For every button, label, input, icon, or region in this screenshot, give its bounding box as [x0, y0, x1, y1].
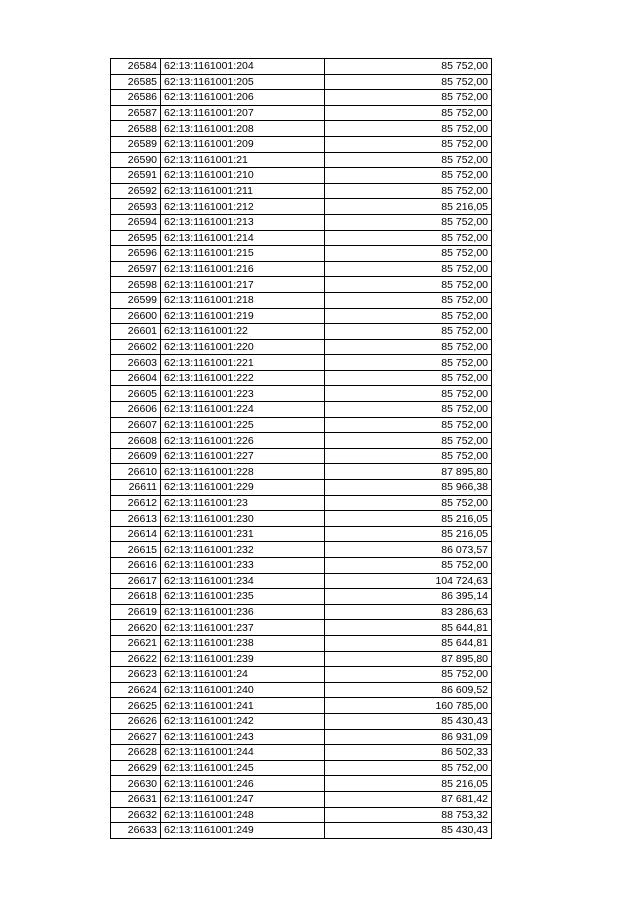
cadastral-number-cell: 62:13:1161001:233: [161, 558, 325, 574]
cadastral-value-cell: 85 752,00: [325, 230, 492, 246]
cadastral-number-cell: 62:13:1161001:225: [161, 417, 325, 433]
row-number-cell: 26604: [111, 370, 161, 386]
row-number-cell: 26587: [111, 105, 161, 121]
cadastral-value-cell: 85 216,05: [325, 511, 492, 527]
table-row: [111, 74, 492, 90]
row-number-cell: 26628: [111, 745, 161, 761]
table-row: [111, 713, 492, 729]
row-number-cell: 26596: [111, 246, 161, 262]
table-row: [111, 277, 492, 293]
table-row: [111, 433, 492, 449]
cadastral-number-cell: 62:13:1161001:231: [161, 526, 325, 542]
cadastral-number-cell: 62:13:1161001:211: [161, 183, 325, 199]
table-row: [111, 823, 492, 839]
cadastral-value-cell: 85 752,00: [325, 59, 492, 75]
table-row: [111, 308, 492, 324]
row-number-cell: 26594: [111, 214, 161, 230]
cadastral-number-cell: 62:13:1161001:226: [161, 433, 325, 449]
table-row: [111, 651, 492, 667]
cadastral-value-cell: 85 752,00: [325, 667, 492, 683]
table-row: [111, 152, 492, 168]
row-number-cell: 26585: [111, 74, 161, 90]
row-number-cell: 26622: [111, 651, 161, 667]
row-number-cell: 26610: [111, 464, 161, 480]
cadastral-number-cell: 62:13:1161001:245: [161, 760, 325, 776]
row-number-cell: 26602: [111, 339, 161, 355]
row-number-cell: 26616: [111, 558, 161, 574]
row-number-cell: 26623: [111, 667, 161, 683]
cadastral-number-cell: 62:13:1161001:217: [161, 277, 325, 293]
row-number-cell: 26620: [111, 620, 161, 636]
cadastral-value-cell: 85 216,05: [325, 199, 492, 215]
cadastral-number-cell: 62:13:1161001:247: [161, 791, 325, 807]
table-row: [111, 573, 492, 589]
table-row: [111, 183, 492, 199]
cadastral-number-cell: 62:13:1161001:249: [161, 823, 325, 839]
row-number-cell: 26614: [111, 526, 161, 542]
row-number-cell: 26595: [111, 230, 161, 246]
row-number-cell: 26586: [111, 90, 161, 106]
table-row: [111, 776, 492, 792]
table-row: [111, 324, 492, 340]
cadastral-number-cell: 62:13:1161001:23: [161, 495, 325, 511]
cadastral-number-cell: 62:13:1161001:234: [161, 573, 325, 589]
table-row: [111, 511, 492, 527]
cadastral-number-cell: 62:13:1161001:221: [161, 355, 325, 371]
cadastral-value-cell: 85 752,00: [325, 308, 492, 324]
table-row: [111, 448, 492, 464]
cadastral-value-cell: 85 752,00: [325, 495, 492, 511]
row-number-cell: 26618: [111, 589, 161, 605]
cadastral-value-cell: 85 752,00: [325, 136, 492, 152]
cadastral-value-cell: 85 966,38: [325, 480, 492, 496]
cadastral-value-cell: 85 752,00: [325, 90, 492, 106]
cadastral-value-cell: 85 752,00: [325, 277, 492, 293]
table-row: [111, 604, 492, 620]
cadastral-value-cell: 85 752,00: [325, 355, 492, 371]
cadastral-value-cell: 85 216,05: [325, 776, 492, 792]
cadastral-value-cell: 85 430,43: [325, 713, 492, 729]
table-row: [111, 386, 492, 402]
row-number-cell: 26600: [111, 308, 161, 324]
row-number-cell: 26631: [111, 791, 161, 807]
row-number-cell: 26609: [111, 448, 161, 464]
cadastral-value-cell: 83 286,63: [325, 604, 492, 620]
row-number-cell: 26593: [111, 199, 161, 215]
cadastral-number-cell: 62:13:1161001:212: [161, 199, 325, 215]
cadastral-number-cell: 62:13:1161001:21: [161, 152, 325, 168]
table-row: [111, 682, 492, 698]
row-number-cell: 26607: [111, 417, 161, 433]
cadastral-number-cell: 62:13:1161001:210: [161, 168, 325, 184]
cadastral-number-cell: 62:13:1161001:238: [161, 635, 325, 651]
cadastral-number-cell: 62:13:1161001:241: [161, 698, 325, 714]
table-row: [111, 136, 492, 152]
cadastral-value-cell: 85 752,00: [325, 760, 492, 776]
cadastral-value-cell: 85 644,81: [325, 620, 492, 636]
cadastral-value-cell: 86 931,09: [325, 729, 492, 745]
row-number-cell: 26625: [111, 698, 161, 714]
cadastral-number-cell: 62:13:1161001:230: [161, 511, 325, 527]
cadastral-number-cell: 62:13:1161001:216: [161, 261, 325, 277]
cadastral-value-cell: 104 724,63: [325, 573, 492, 589]
cadastral-number-cell: 62:13:1161001:227: [161, 448, 325, 464]
cadastral-value-cell: 85 752,00: [325, 386, 492, 402]
cadastral-number-cell: 62:13:1161001:22: [161, 324, 325, 340]
row-number-cell: 26605: [111, 386, 161, 402]
cadastral-number-cell: 62:13:1161001:235: [161, 589, 325, 605]
table-row: [111, 370, 492, 386]
table-row: [111, 745, 492, 761]
table-row: [111, 558, 492, 574]
table-row: [111, 261, 492, 277]
cadastral-number-cell: 62:13:1161001:219: [161, 308, 325, 324]
table-row: [111, 526, 492, 542]
row-number-cell: 26601: [111, 324, 161, 340]
cadastral-value-cell: 85 752,00: [325, 324, 492, 340]
table-row: [111, 729, 492, 745]
cadastral-number-cell: 62:13:1161001:205: [161, 74, 325, 90]
cadastral-value-cell: 86 073,57: [325, 542, 492, 558]
cadastral-number-cell: 62:13:1161001:240: [161, 682, 325, 698]
table-row: [111, 199, 492, 215]
table-row: [111, 464, 492, 480]
table-row: [111, 355, 492, 371]
table-body: [111, 59, 492, 839]
cadastral-number-cell: 62:13:1161001:208: [161, 121, 325, 137]
cadastral-value-cell: 85 644,81: [325, 635, 492, 651]
row-number-cell: 26611: [111, 480, 161, 496]
row-number-cell: 26584: [111, 59, 161, 75]
cadastral-value-cell: 85 752,00: [325, 339, 492, 355]
table-row: [111, 246, 492, 262]
cadastral-number-cell: 62:13:1161001:228: [161, 464, 325, 480]
row-number-cell: 26606: [111, 402, 161, 418]
cadastral-number-cell: 62:13:1161001:242: [161, 713, 325, 729]
cadastral-number-cell: 62:13:1161001:248: [161, 807, 325, 823]
cadastral-number-cell: 62:13:1161001:220: [161, 339, 325, 355]
row-number-cell: 26592: [111, 183, 161, 199]
table-row: [111, 542, 492, 558]
cadastral-value-cell: 85 752,00: [325, 183, 492, 199]
row-number-cell: 26629: [111, 760, 161, 776]
cadastral-value-cell: 85 752,00: [325, 214, 492, 230]
cadastral-value-cell: 85 430,43: [325, 823, 492, 839]
cadastral-value-cell: 85 752,00: [325, 74, 492, 90]
row-number-cell: 26597: [111, 261, 161, 277]
row-number-cell: 26590: [111, 152, 161, 168]
table-row: [111, 807, 492, 823]
cadastral-value-cell: 85 752,00: [325, 402, 492, 418]
table-row: [111, 214, 492, 230]
table-row: [111, 230, 492, 246]
cadastral-value-cell: 85 752,00: [325, 558, 492, 574]
cadastral-value-cell: 85 752,00: [325, 246, 492, 262]
cadastral-value-cell: 87 895,80: [325, 651, 492, 667]
cadastral-value-cell: 85 752,00: [325, 261, 492, 277]
cadastral-number-cell: 62:13:1161001:237: [161, 620, 325, 636]
row-number-cell: 26619: [111, 604, 161, 620]
cadastral-number-cell: 62:13:1161001:213: [161, 214, 325, 230]
cadastral-value-cell: 86 502,33: [325, 745, 492, 761]
row-number-cell: 26603: [111, 355, 161, 371]
row-number-cell: 26617: [111, 573, 161, 589]
cadastral-number-cell: 62:13:1161001:224: [161, 402, 325, 418]
row-number-cell: 26615: [111, 542, 161, 558]
cadastral-number-cell: 62:13:1161001:229: [161, 480, 325, 496]
cadastral-value-cell: 85 752,00: [325, 433, 492, 449]
cadastral-value-cell: 85 752,00: [325, 105, 492, 121]
row-number-cell: 26621: [111, 635, 161, 651]
row-number-cell: 26588: [111, 121, 161, 137]
cadastral-value-cell: 85 752,00: [325, 370, 492, 386]
cadastral-number-cell: 62:13:1161001:207: [161, 105, 325, 121]
cadastral-number-cell: 62:13:1161001:218: [161, 292, 325, 308]
row-number-cell: 26612: [111, 495, 161, 511]
row-number-cell: 26613: [111, 511, 161, 527]
table-row: [111, 589, 492, 605]
cadastral-value-cell: 87 681,42: [325, 791, 492, 807]
cadastral-value-cell: 160 785,00: [325, 698, 492, 714]
row-number-cell: 26630: [111, 776, 161, 792]
cadastral-number-cell: 62:13:1161001:246: [161, 776, 325, 792]
cadastral-value-cell: 85 752,00: [325, 121, 492, 137]
row-number-cell: 26624: [111, 682, 161, 698]
cadastral-value-cell: 86 609,52: [325, 682, 492, 698]
row-number-cell: 26591: [111, 168, 161, 184]
cadastral-number-cell: 62:13:1161001:214: [161, 230, 325, 246]
cadastral-number-cell: 62:13:1161001:222: [161, 370, 325, 386]
cadastral-number-cell: 62:13:1161001:239: [161, 651, 325, 667]
table-row: [111, 667, 492, 683]
cadastral-value-cell: 86 395,14: [325, 589, 492, 605]
cadastral-number-cell: 62:13:1161001:215: [161, 246, 325, 262]
table-row: [111, 402, 492, 418]
table-row: [111, 620, 492, 636]
table-row: [111, 59, 492, 75]
row-number-cell: 26589: [111, 136, 161, 152]
table-row: [111, 90, 492, 106]
row-number-cell: 26632: [111, 807, 161, 823]
table-row: [111, 105, 492, 121]
table-row: [111, 121, 492, 137]
table-row: [111, 635, 492, 651]
cadastral-number-cell: 62:13:1161001:232: [161, 542, 325, 558]
row-number-cell: 26599: [111, 292, 161, 308]
cadastral-value-cell: 85 752,00: [325, 168, 492, 184]
table-row: [111, 791, 492, 807]
cadastral-value-cell: 85 216,05: [325, 526, 492, 542]
cadastral-number-cell: 62:13:1161001:244: [161, 745, 325, 761]
cadastral-number-cell: 62:13:1161001:204: [161, 59, 325, 75]
table-row: [111, 168, 492, 184]
cadastral-number-cell: 62:13:1161001:243: [161, 729, 325, 745]
cadastral-number-cell: 62:13:1161001:24: [161, 667, 325, 683]
cadastral-number-cell: 62:13:1161001:236: [161, 604, 325, 620]
cadastral-value-cell: 85 752,00: [325, 292, 492, 308]
row-number-cell: 26633: [111, 823, 161, 839]
row-number-cell: 26626: [111, 713, 161, 729]
table-row: [111, 292, 492, 308]
cadastral-value-cell: 85 752,00: [325, 152, 492, 168]
cadastral-number-cell: 62:13:1161001:223: [161, 386, 325, 402]
cadastral-value-cell: 85 752,00: [325, 417, 492, 433]
table-row: [111, 495, 492, 511]
cadastral-value-table: [110, 58, 492, 839]
cadastral-number-cell: 62:13:1161001:206: [161, 90, 325, 106]
table-row: [111, 417, 492, 433]
cadastral-number-cell: 62:13:1161001:209: [161, 136, 325, 152]
cadastral-value-cell: 87 895,80: [325, 464, 492, 480]
row-number-cell: 26608: [111, 433, 161, 449]
cadastral-value-cell: 88 753,32: [325, 807, 492, 823]
table-row: [111, 339, 492, 355]
table-row: [111, 698, 492, 714]
table-row: [111, 480, 492, 496]
cadastral-value-cell: 85 752,00: [325, 448, 492, 464]
table-row: [111, 760, 492, 776]
row-number-cell: 26627: [111, 729, 161, 745]
row-number-cell: 26598: [111, 277, 161, 293]
